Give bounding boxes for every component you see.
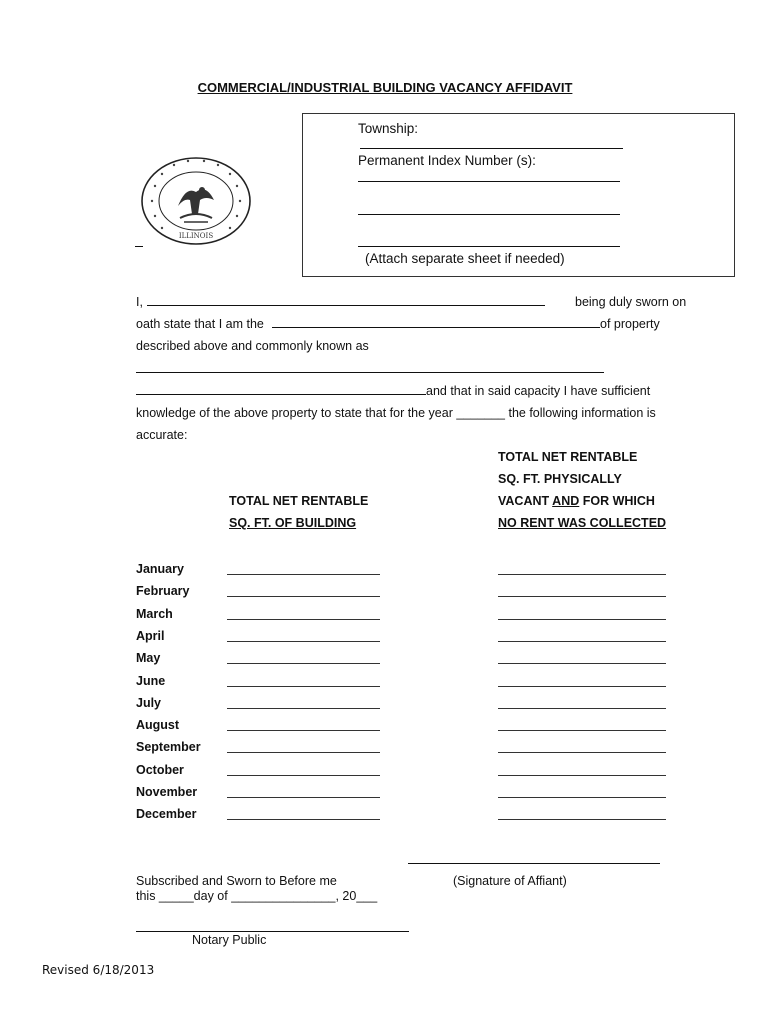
i-prefix: I,: [136, 295, 143, 309]
month-label: May: [136, 651, 161, 665]
notary-label: Notary Public: [192, 933, 267, 947]
vacant-sqft-field[interactable]: [498, 574, 666, 575]
affiant-name-field[interactable]: [147, 305, 545, 306]
known-as-field-2[interactable]: [136, 394, 426, 395]
pin-field-2[interactable]: [358, 214, 620, 215]
col2-header-line4: NO RENT WAS COLLECTED: [498, 516, 667, 530]
month-label: December: [136, 807, 197, 821]
vacant-sqft-field[interactable]: [498, 730, 666, 731]
sworn-text: being duly sworn on: [575, 295, 687, 309]
total-sqft-field[interactable]: [227, 596, 380, 597]
vacant-sqft-field[interactable]: [498, 797, 666, 798]
vacant-sqft-field[interactable]: [498, 596, 666, 597]
signature-field[interactable]: [408, 863, 660, 864]
total-sqft-field[interactable]: [227, 819, 380, 820]
capacity-field[interactable]: [272, 327, 600, 328]
month-label: June: [136, 674, 166, 688]
knowledge-text: knowledge of the above property to state that for the year _______ the following information is: [136, 406, 656, 420]
month-label: September: [136, 740, 201, 754]
col2-header-line1: TOTAL NET RENTABLE: [498, 450, 638, 464]
township-label: Township:: [358, 121, 419, 136]
day-line-text: this _____day of _______________, 20___: [136, 889, 378, 903]
month-label: July: [136, 696, 162, 710]
vacant-sqft-field[interactable]: [498, 752, 666, 753]
vacant-sqft-field[interactable]: [498, 663, 666, 664]
vacant-sqft-field[interactable]: [498, 619, 666, 620]
vacant-sqft-field[interactable]: [498, 641, 666, 642]
oath-suffix: of property: [600, 317, 660, 331]
accurate-text: accurate:: [136, 428, 188, 442]
col1-header-line2: SQ. FT. OF BUILDING: [229, 516, 357, 530]
subscribed-text: Subscribed and Sworn to Before me: [136, 874, 337, 888]
township-field[interactable]: [360, 148, 623, 149]
svg-text:ILLINOIS: ILLINOIS: [178, 232, 214, 240]
total-sqft-field[interactable]: [227, 752, 380, 753]
total-sqft-field[interactable]: [227, 663, 380, 664]
month-label: November: [136, 785, 198, 799]
pin-field-1[interactable]: [358, 181, 620, 182]
county-seal: [140, 156, 252, 246]
month-label: October: [136, 763, 184, 777]
vacant-sqft-field[interactable]: [498, 686, 666, 687]
capacity-text: and that in said capacity I have sufficient: [426, 384, 651, 398]
form-title: COMMERCIAL/INDUSTRIAL BUILDING VACANCY AFFIDAVIT: [197, 80, 573, 95]
oath-prefix: oath state that I am the: [136, 317, 264, 331]
month-label: January: [136, 562, 184, 576]
pin-label: Permanent Index Number (s):: [358, 153, 536, 168]
month-label: August: [136, 718, 180, 732]
col2-header-line3: [498, 494, 655, 508]
total-sqft-field[interactable]: [227, 641, 380, 642]
attach-note: (Attach separate sheet if needed): [365, 251, 565, 266]
vacant-sqft-field[interactable]: [498, 819, 666, 820]
month-label: March: [136, 607, 173, 621]
total-sqft-field[interactable]: [227, 619, 380, 620]
total-sqft-field[interactable]: [227, 775, 380, 776]
col1-header-line1: TOTAL NET RENTABLE: [229, 494, 369, 508]
pin-field-3[interactable]: [358, 246, 620, 247]
signature-label: (Signature of Affiant): [453, 874, 567, 888]
known-as-field-1[interactable]: [136, 372, 604, 373]
for-which-text: FOR WHICH: [579, 494, 655, 508]
total-sqft-field[interactable]: [227, 686, 380, 687]
total-sqft-field[interactable]: [227, 797, 380, 798]
seal-dash: [135, 246, 143, 247]
vacant-sqft-field[interactable]: [498, 708, 666, 709]
col2-header-line2: SQ. FT. PHYSICALLY: [498, 472, 622, 486]
total-sqft-field[interactable]: [227, 730, 380, 731]
notary-signature-field[interactable]: [136, 931, 409, 932]
month-label: April: [136, 629, 165, 643]
total-sqft-field[interactable]: [227, 708, 380, 709]
total-sqft-field[interactable]: [227, 574, 380, 575]
vacant-sqft-field[interactable]: [498, 775, 666, 776]
described-text: described above and commonly known as: [136, 339, 369, 353]
vacant-text: VACANT: [498, 494, 553, 508]
month-label: February: [136, 584, 190, 598]
revised-date: Revised 6/18/2013: [42, 963, 155, 977]
and-text: AND: [552, 494, 580, 508]
